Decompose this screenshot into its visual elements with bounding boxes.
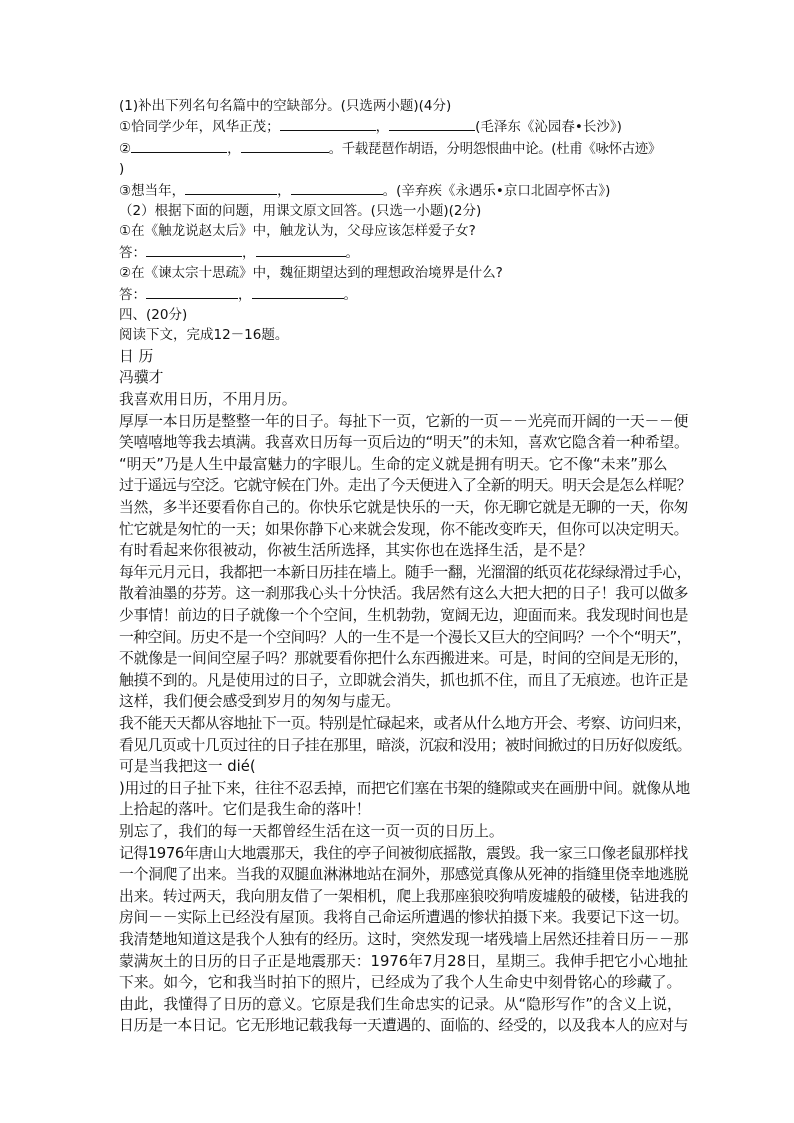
article-line: 厚厚一本日历是整整一年的日子。每扯下一页，它新的一页－－光亮而开阔的一天－－便 xyxy=(119,412,689,430)
article-line: 忙它就是匆忙的一天；如果你静下心来就会发现，你不能改变昨天，但你可以决定明天。 xyxy=(119,520,689,538)
article-line: 出来。转过两天，我向朋友借了一架相机，爬上我那座狼咬狗啃废墟般的破楼，钻进我的 xyxy=(119,887,689,905)
article-line: 下来。如今，它和我当时拍下的照片，已经成为了我个人生命史中刻骨铭心的珍藏了。 xyxy=(119,974,682,992)
blank-line[interactable] xyxy=(131,138,227,153)
article-line: 过于遥远与空泛。它就守候在门外。走出了今天便进入了全新的明天。明天会是怎么样呢？ xyxy=(119,477,691,495)
q1-item-b: ② ， 。千载琵琶作胡语，分明怨恨曲中论。(杜甫《咏怀古迹》 xyxy=(119,138,679,159)
article-line: )用过的日子扯下来，往往不忍丢掉，而把它们塞在书架的缝隙或夹在画册中间。就像从地 xyxy=(119,779,690,797)
article-line: 当然，多半还要看你自己的。你快乐它就是快乐的一天，你无聊它就是无聊的一天，你匆 xyxy=(119,499,689,517)
article-line: “明天”乃是人生中最富魅力的字眼儿。生命的定义就是拥有明天。它不像“未来”那么 xyxy=(119,455,668,473)
article-body xyxy=(119,389,691,1037)
article-line: 一个洞爬了出来。当我的双腿血淋淋地站在洞外，那感觉真像从死神的指缝里侥幸地逃脱 xyxy=(119,866,689,884)
article-line: 可是当我把这一 dié( xyxy=(119,758,256,776)
article-line: 房间－－实际上已经没有屋顶。我将自己命运所遭遇的惨状拍摄下来。我要记下这一切。 xyxy=(119,909,689,927)
article-line: 不就像是一间间空屋子吗？那就要看你把什么东西搬进来。可是，时间的空间是无形的， xyxy=(119,650,689,668)
section-heading: 四、(20分) xyxy=(119,307,188,324)
article-line: 每年元月元日，我都把一本新日历挂在墙上。随手一翻，光溜溜的纸页花花绿绿滑过手心， xyxy=(119,563,691,581)
article-line: 记得1976年唐山大地震那天，我住的亭子间被彻底摇散，震毁。我一家三口像老鼠那样找 xyxy=(119,844,688,862)
article-line: 日历是一本日记。它无形地记载我每一天遭遇的、面临的、经受的，以及我本人的应对与 xyxy=(119,1017,689,1035)
q2-question-a: ①在《触龙说赵太后》中，触龙认为，父母应该怎样爱子女? xyxy=(119,223,476,240)
article-author: 冯骥才 xyxy=(119,369,164,387)
article-line: 有时看起来你很被动，你被生活所选择，其实你也在选择生活，是不是？ xyxy=(119,542,593,560)
article-line: 由此，我懂得了日历的意义。它原是我们生命忠实的记录。从“隐形写作”的含义上说， xyxy=(119,995,682,1013)
section-instruction: 阅读下文，完成12－16题。 xyxy=(119,327,289,344)
blank-line[interactable] xyxy=(146,242,242,257)
article-line: 看见几页或十几页过往的日子挂在那里，暗淡，沉寂和没用；被时间掀过的日历好似废纸。 xyxy=(119,736,691,754)
article-line: 我喜欢用日历，不用月历。 xyxy=(119,391,297,409)
article-line: 我不能天天都从容地扯下一页。特别是忙碌起来，或者从什么地方开会、考察、访问归来， xyxy=(119,714,691,732)
blank-line[interactable] xyxy=(280,116,376,131)
article-line: 笑嘻嘻地等我去填满。我喜欢日历每一页后边的“明天”的未知，喜欢它隐含着一种希望。 xyxy=(119,434,689,452)
q2-answer-b: 答： ， 。 xyxy=(119,284,679,305)
blank-line[interactable] xyxy=(389,116,475,131)
q1-item-c: ③想当年， ， 。(辛弃疾《永遇乐•京口北固亭怀古》) xyxy=(119,180,679,201)
q1-item-a: ①恰同学少年，风华正茂； ， (毛泽东《沁园春•长沙》) xyxy=(119,116,679,137)
article-line: 上拾起的落叶。它们是我生命的落叶！ xyxy=(119,801,371,819)
article-title: 日 历 xyxy=(119,347,154,365)
article-line: 别忘了，我们的每一天都曾经生活在这一页一页的日历上。 xyxy=(119,822,504,840)
q1-item-b-close: ) xyxy=(119,161,125,178)
article-line: 这样，我们便会感受到岁月的匆匆与虚无。 xyxy=(119,693,401,711)
q1-title: (1)补出下列名句名篇中的空缺部分。(只选两小题)(4分) xyxy=(119,98,452,114)
article-line: 触摸不到的。凡是使用过的日子，立即就会消失，抓也抓不住，而且了无痕迹。也许正是 xyxy=(119,671,689,689)
article-line: 蒙满灰土的日历的日子正是地震那天：1976年7月28日，星期三。我伸手把它小心地扯 xyxy=(119,952,688,970)
q2-question-b: ②在《谏太宗十思疏》中，魏征期望达到的理想政治境界是什么? xyxy=(119,265,503,282)
blank-line[interactable] xyxy=(185,180,277,195)
blank-line[interactable] xyxy=(256,242,346,257)
blank-line[interactable] xyxy=(241,138,329,153)
q2-answer-a: 答： ， 。 xyxy=(119,242,679,263)
article-line: 一种空间。历史不是一个空间吗？人的一生不是一个漫长又巨大的空间吗？一个个“明天”， xyxy=(119,628,691,646)
q2-title: （2）根据下面的问题，用课文原文回答。(只选一小题)(2分) xyxy=(119,203,482,220)
article-line: 我清楚地知道这是我个人独有的经历。这时，突然发现一堵残墙上居然还挂着日历－－那 xyxy=(119,930,689,948)
blank-line[interactable] xyxy=(291,180,383,195)
document-page xyxy=(119,96,691,1037)
article-line: 少事情！前边的日子就像一个个空间，生机勃勃，宽阔无边，迎面而来。我发现时间也是 xyxy=(119,607,689,624)
blank-line[interactable] xyxy=(146,284,238,299)
article-line: 散着油墨的芬芳。这一刹那我心头十分快活。我居然有这么大把大把的日子！我可以做多 xyxy=(119,585,689,603)
blank-line[interactable] xyxy=(252,284,344,299)
